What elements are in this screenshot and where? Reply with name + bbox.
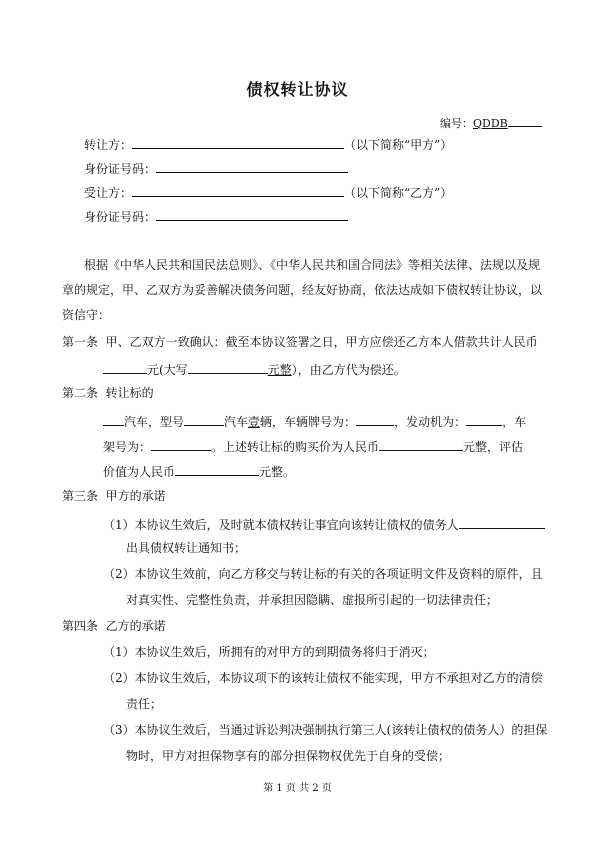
assignor-note: （以下简称“甲方”） [344, 138, 453, 152]
article-4-item-2-line-1: （2）本协议生效后，本协议项下的该转让债权不能实现，甲方不承担对乙方的清偿 [103, 671, 543, 685]
article-4-item-3-line-1: （3）本协议生效后，当通过诉讼判决强制执行第三人(该转让债权的债务人）的担保 [103, 723, 548, 737]
contract-number-code: QDDB [473, 117, 508, 130]
article-4-title: 乙方的承诺 [105, 619, 166, 633]
article-2-frame: 架号为： [103, 440, 152, 454]
article-2-price: 。上述转让标的购买价为人民币 [211, 440, 380, 454]
appraised-value-field[interactable] [175, 463, 259, 476]
article-2-yi: 壹 [248, 415, 261, 429]
article-1-yuan-2: 元整 [267, 363, 292, 377]
frame-number-field[interactable] [151, 438, 211, 451]
article-1-line-1 [62, 336, 538, 348]
assignor-label: 转让方： [84, 138, 133, 152]
article-2-car: 汽车，型号 [124, 415, 185, 429]
article-4-heading-row [62, 620, 166, 632]
purchase-price-field[interactable] [379, 438, 463, 451]
contract-number [440, 114, 542, 131]
article-3-item-1-line-1 [103, 516, 545, 531]
article-2-heading: 第二条 [62, 386, 99, 400]
amount-uppercase-field[interactable] [188, 361, 268, 374]
preamble-line-1: 根据《中华人民共和国民法总则》、《中华人民共和国合同法》等相关法律、法规以及规 [84, 258, 541, 272]
article-1-heading: 第一条 [62, 335, 99, 349]
article-2-title: 转让标的 [105, 386, 154, 400]
article-3-item-1-text: （1）本协议生效后，及时就本债权转让事宜向该转让债权的债务人 [103, 518, 459, 532]
assignor-row [84, 136, 452, 151]
article-2-line-3 [103, 463, 295, 478]
preamble-line-3: 资信守： [62, 308, 111, 322]
contract-number-blank[interactable] [508, 114, 542, 127]
article-3-title: 甲方的承诺 [105, 489, 166, 503]
engine-number-field[interactable] [466, 413, 502, 426]
article-1-tail: ），由乙方代为偿还。 [291, 363, 406, 377]
article-2-eval: 价值为人民币 [103, 465, 176, 479]
article-2-car-3: 辆，车辆牌号为： [260, 415, 357, 429]
assignee-label: 受让方： [84, 186, 133, 200]
article-2-eval-2: 元整。 [259, 465, 296, 479]
debtor-name-field[interactable] [459, 516, 545, 529]
assignee-row [84, 184, 452, 199]
article-2-heading-row [62, 387, 154, 399]
document-title: 债权转让协议 [246, 80, 349, 99]
article-2-che: ，车 [502, 415, 527, 429]
article-4-heading: 第四条 [62, 619, 99, 633]
amount-field[interactable] [103, 361, 147, 374]
vehicle-model-field[interactable] [184, 413, 224, 426]
preamble-line-2: 章的规定，甲、乙双方为妥善解决债务问题，经友好协商，依法达成如下债权转让协议，以 [62, 283, 543, 297]
assignor-id-label: 身份证号码： [84, 162, 157, 176]
assignee-id-label: 身份证号码： [84, 210, 157, 224]
assignor-id-field[interactable] [156, 160, 348, 173]
contract-number-label: 编号： [440, 117, 473, 130]
article-1-yuan: 元(大写 [147, 363, 188, 377]
article-2-engine: ，发动机为： [394, 415, 467, 429]
article-3-item-2-line-1: （2）本协议生效前，向乙方移交与转让标的有关的各项证明文件及资料的原件，且 [103, 567, 543, 581]
article-3-item-1-line-2: 出具债权转让通知书； [126, 541, 247, 555]
page-footer: 第 1 页 共 2 页 [263, 783, 332, 794]
plate-number-field[interactable] [356, 413, 394, 426]
article-3-item-2-line-2: 对真实性、完整性负责，并承担因隐瞒、虚报所引起的一切法律责任； [126, 593, 499, 607]
article-2-line-1 [103, 413, 526, 428]
article-4-item-3-line-2: 物时，甲方对担保物享有的部分担保物权优先于自身的受偿； [126, 749, 451, 763]
article-3-heading-row [62, 490, 166, 502]
article-1-text: 甲、乙双方一致确认：截至本协议签署之日，甲方应偿还乙方本人借款共计人民币 [105, 335, 538, 349]
article-2-car-2: 汽车 [224, 415, 249, 429]
assignee-note: （以下简称“乙方”） [344, 186, 453, 200]
assignor-field[interactable] [132, 136, 344, 149]
assignee-id-row [84, 208, 348, 223]
assignee-field[interactable] [132, 184, 344, 197]
article-2-line-2 [103, 438, 523, 453]
article-3-heading: 第三条 [62, 489, 99, 503]
assignee-id-field[interactable] [156, 208, 348, 221]
vehicle-brand-field[interactable] [103, 413, 124, 426]
article-1-line-2 [103, 361, 406, 376]
article-2-price-2: 元整，评估 [463, 440, 524, 454]
assignor-id-row [84, 160, 348, 175]
article-4-item-1: （1）本协议生效后，所拥有的对甲方的到期债务将归于消灭； [103, 645, 435, 659]
article-4-item-2-line-2: 责任； [126, 697, 163, 711]
